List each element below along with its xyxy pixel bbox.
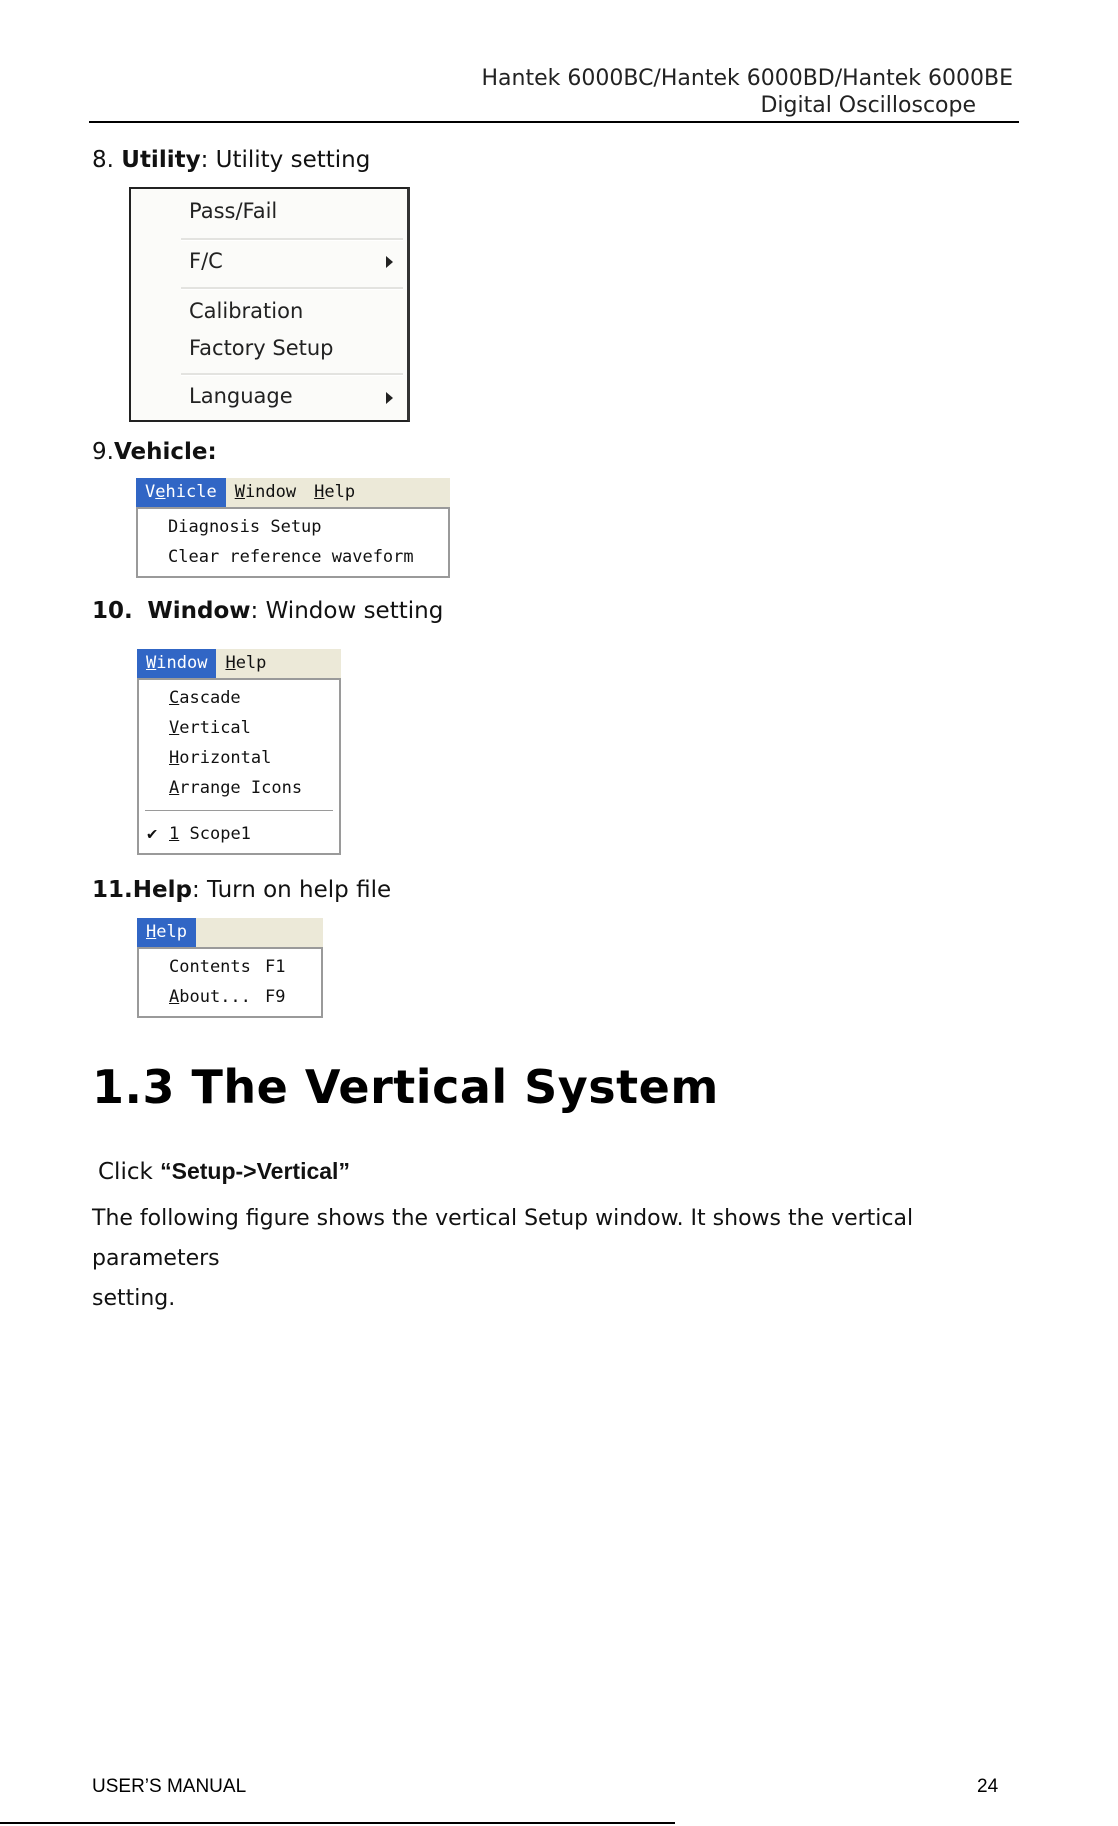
menu-item-cascade[interactable]: Cascade (169, 688, 241, 708)
scope-label: Scope1 (189, 824, 251, 844)
vehicle-heading (92, 439, 217, 465)
window-dropdown (137, 678, 341, 855)
help-description: : Turn on help file (191, 877, 392, 903)
window-number: 10. (92, 598, 133, 624)
menu-item-language-label: Language (189, 384, 293, 408)
click-instruction (98, 1158, 350, 1185)
section-paragraph (92, 1199, 1032, 1319)
menu-item-contents[interactable] (169, 957, 251, 977)
menubar-help[interactable]: Help (314, 482, 356, 502)
menubar-help[interactable]: Help (137, 918, 196, 947)
window-menu (137, 649, 341, 855)
vehicle-menu (136, 478, 450, 578)
click-target: “Setup->Vertical” (160, 1158, 350, 1184)
vehicle-dropdown (136, 507, 450, 578)
menu-item-about[interactable]: About... (169, 987, 251, 1007)
shortcut-f9: F9 (265, 987, 286, 1007)
menu-item-language[interactable] (181, 384, 401, 408)
menu-item-fc[interactable] (181, 249, 401, 273)
utility-description: : Utility setting (200, 147, 371, 173)
submenu-arrow-icon (386, 392, 393, 404)
menu-separator (181, 238, 403, 241)
menu-item-diagnosis-setup[interactable]: Diagnosis Setup (168, 517, 322, 537)
paragraph-line-2: setting. (92, 1286, 176, 1311)
menu-item-fc-label: F/C (189, 249, 223, 273)
paragraph-line-1: The following figure shows the vertical Setup window. It shows the vertical parameters (92, 1206, 914, 1271)
menu-separator (181, 373, 403, 376)
header-rule (89, 121, 1019, 123)
page-number: 24 (977, 1776, 999, 1797)
section-heading: 1.3 The Vertical System (92, 1060, 719, 1114)
utility-heading (92, 147, 370, 173)
vehicle-title: Vehicle: (113, 439, 217, 465)
menubar-window[interactable]: Window (137, 649, 216, 678)
footer-rule (0, 1822, 675, 1824)
contents-label: Contents (169, 957, 251, 977)
menu-item-arrange-icons[interactable]: Arrange Icons (169, 778, 303, 798)
check-icon: ✔ (147, 824, 158, 844)
menu-item-horizontal[interactable]: Horizontal (169, 748, 272, 768)
window-heading (92, 598, 443, 624)
menu-gutter (131, 189, 181, 420)
window-title: Window (147, 598, 251, 624)
menu-bar (136, 478, 450, 507)
menu-item-scope1[interactable] (169, 824, 251, 844)
menu-separator (145, 810, 333, 811)
menubar-vehicle[interactable]: Vehicle (136, 478, 226, 507)
scope-number: 1 (169, 824, 180, 844)
utility-menu (129, 187, 410, 422)
header-title: Hantek 6000BC/Hantek 6000BD/Hantek 6000BE (481, 66, 1013, 91)
help-dropdown (137, 947, 323, 1018)
menubar-help[interactable]: Help (225, 653, 267, 673)
menu-item-factory-setup[interactable]: Factory Setup (189, 336, 334, 360)
menu-item-pass-fail[interactable]: Pass/Fail (189, 199, 278, 223)
vehicle-number: 9. (92, 439, 114, 465)
menu-bar (137, 649, 341, 678)
utility-title: Utility (121, 147, 201, 173)
footer-label: USER’S MANUAL (92, 1776, 247, 1797)
menu-separator (181, 287, 403, 290)
menu-item-calibration[interactable]: Calibration (189, 299, 304, 323)
submenu-arrow-icon (386, 256, 393, 268)
help-number: 11. (92, 877, 133, 903)
menu-bar (137, 918, 323, 947)
menu-item-clear-reference[interactable]: Clear reference waveform (168, 547, 414, 567)
window-description: : Window setting (250, 598, 444, 624)
help-title: Help (132, 877, 192, 903)
menubar-window[interactable]: Window (234, 482, 297, 502)
help-heading (92, 877, 391, 903)
utility-number: 8. (92, 147, 114, 173)
shortcut-f1: F1 (265, 957, 286, 977)
menu-item-vertical[interactable]: Vertical (169, 718, 251, 738)
click-prefix: Click (98, 1159, 161, 1185)
header-subtitle: Digital Oscilloscope (760, 93, 976, 118)
help-menu (137, 918, 323, 1018)
